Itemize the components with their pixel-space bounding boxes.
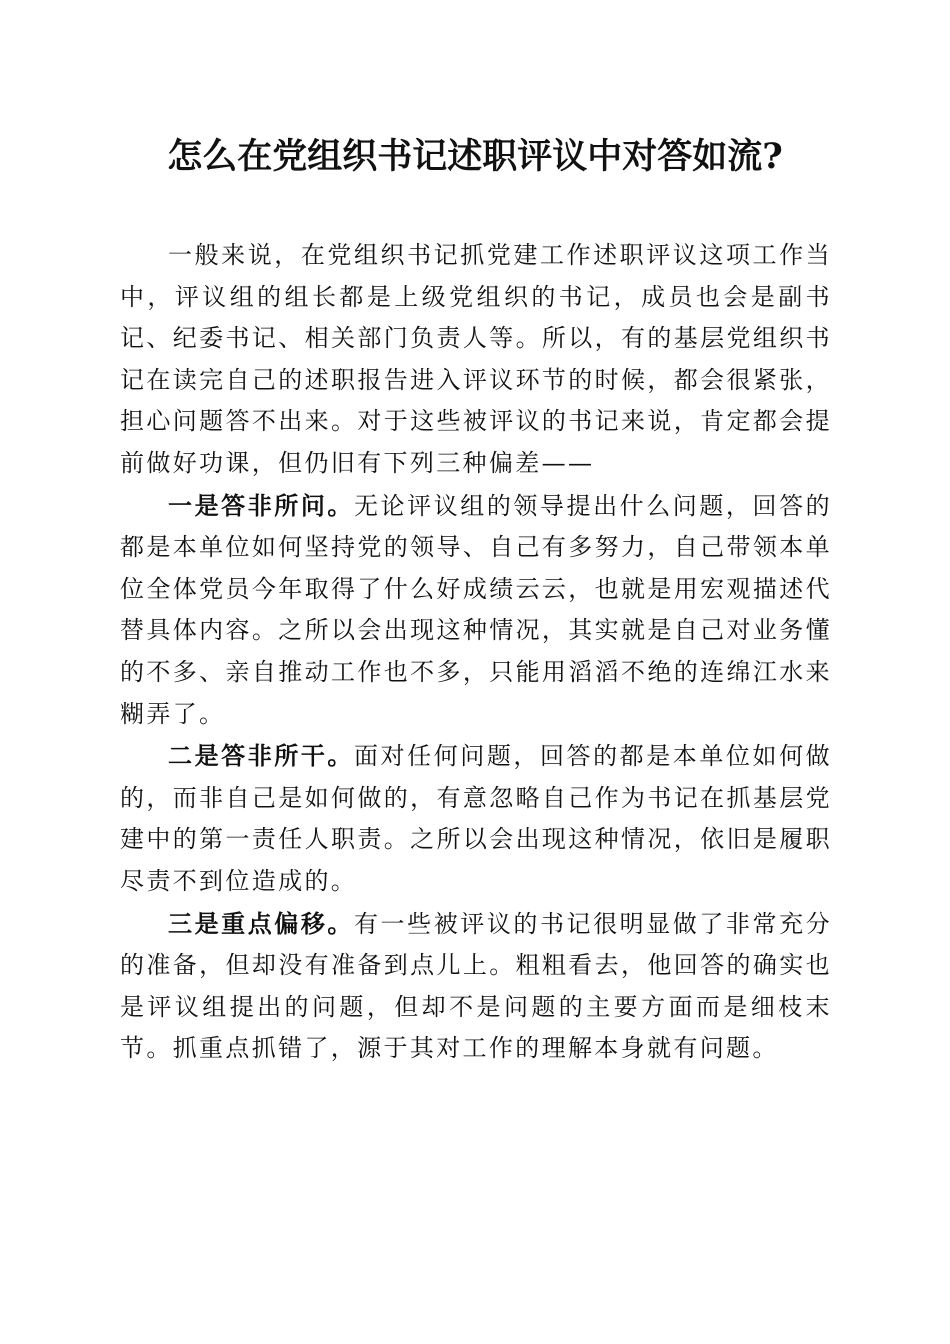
paragraph-lead: 一是答非所问。 xyxy=(168,490,354,520)
paragraph-text: 有一些被评议的书记很明显做了非常充分的准备，但却没有准备到点儿上。粗粗看去，他回答的确实也是评议组提出的问题，但却不是问题的主要方面而是细枝末节。抓重点抓错了，源于其对工作的理解本身就有问题。 xyxy=(120,909,832,1063)
paragraph-point-1 xyxy=(120,485,832,736)
document-body xyxy=(120,234,832,1070)
paragraph-text: 面对任何问题，回答的都是本单位如何做的，而非自己是如何做的，有意忽略自己作为书记在抓基层党建中的第一责任人职责。之所以会出现这种情况，依旧是履职尽责不到位造成的。 xyxy=(120,742,832,895)
document-title: 怎么在党组织书记述职评议中对答如流? xyxy=(167,136,783,177)
paragraph-lead: 三是重点偏移。 xyxy=(168,908,354,938)
paragraph-text: 无论评议组的领导提出什么问题，回答的都是本单位如何坚持党的领导、自己有多努力，自己带领本单位全体党员今年取得了什么好成绩云云，也就是用宏观描述代替具体内容。之所以会出现这种情况，其实就是自己对业务懂的不多、亲自推动工作也不多，只能用滔滔不绝的连绵江水来糊弄了。 xyxy=(120,491,832,728)
paragraph-text: 一般来说，在党组织书记抓党建工作述职评议这项工作当中，评议组的组长都是上级党组织的书记，成员也会是副书记、纪委书记、相关部门负责人等。所以，有的基层党组织书记在读完自己的述职报告进入评议环节的时候，都会很紧张，担心问题答不出来。对于这些被评议的书记来说，肯定都会提前做好功课，但仍旧有下列三种偏差—— xyxy=(120,241,832,477)
paragraph-intro xyxy=(120,234,832,485)
paragraph-point-2 xyxy=(120,735,832,902)
paragraph-point-3 xyxy=(120,903,832,1070)
paragraph-lead: 二是答非所干。 xyxy=(168,741,354,771)
